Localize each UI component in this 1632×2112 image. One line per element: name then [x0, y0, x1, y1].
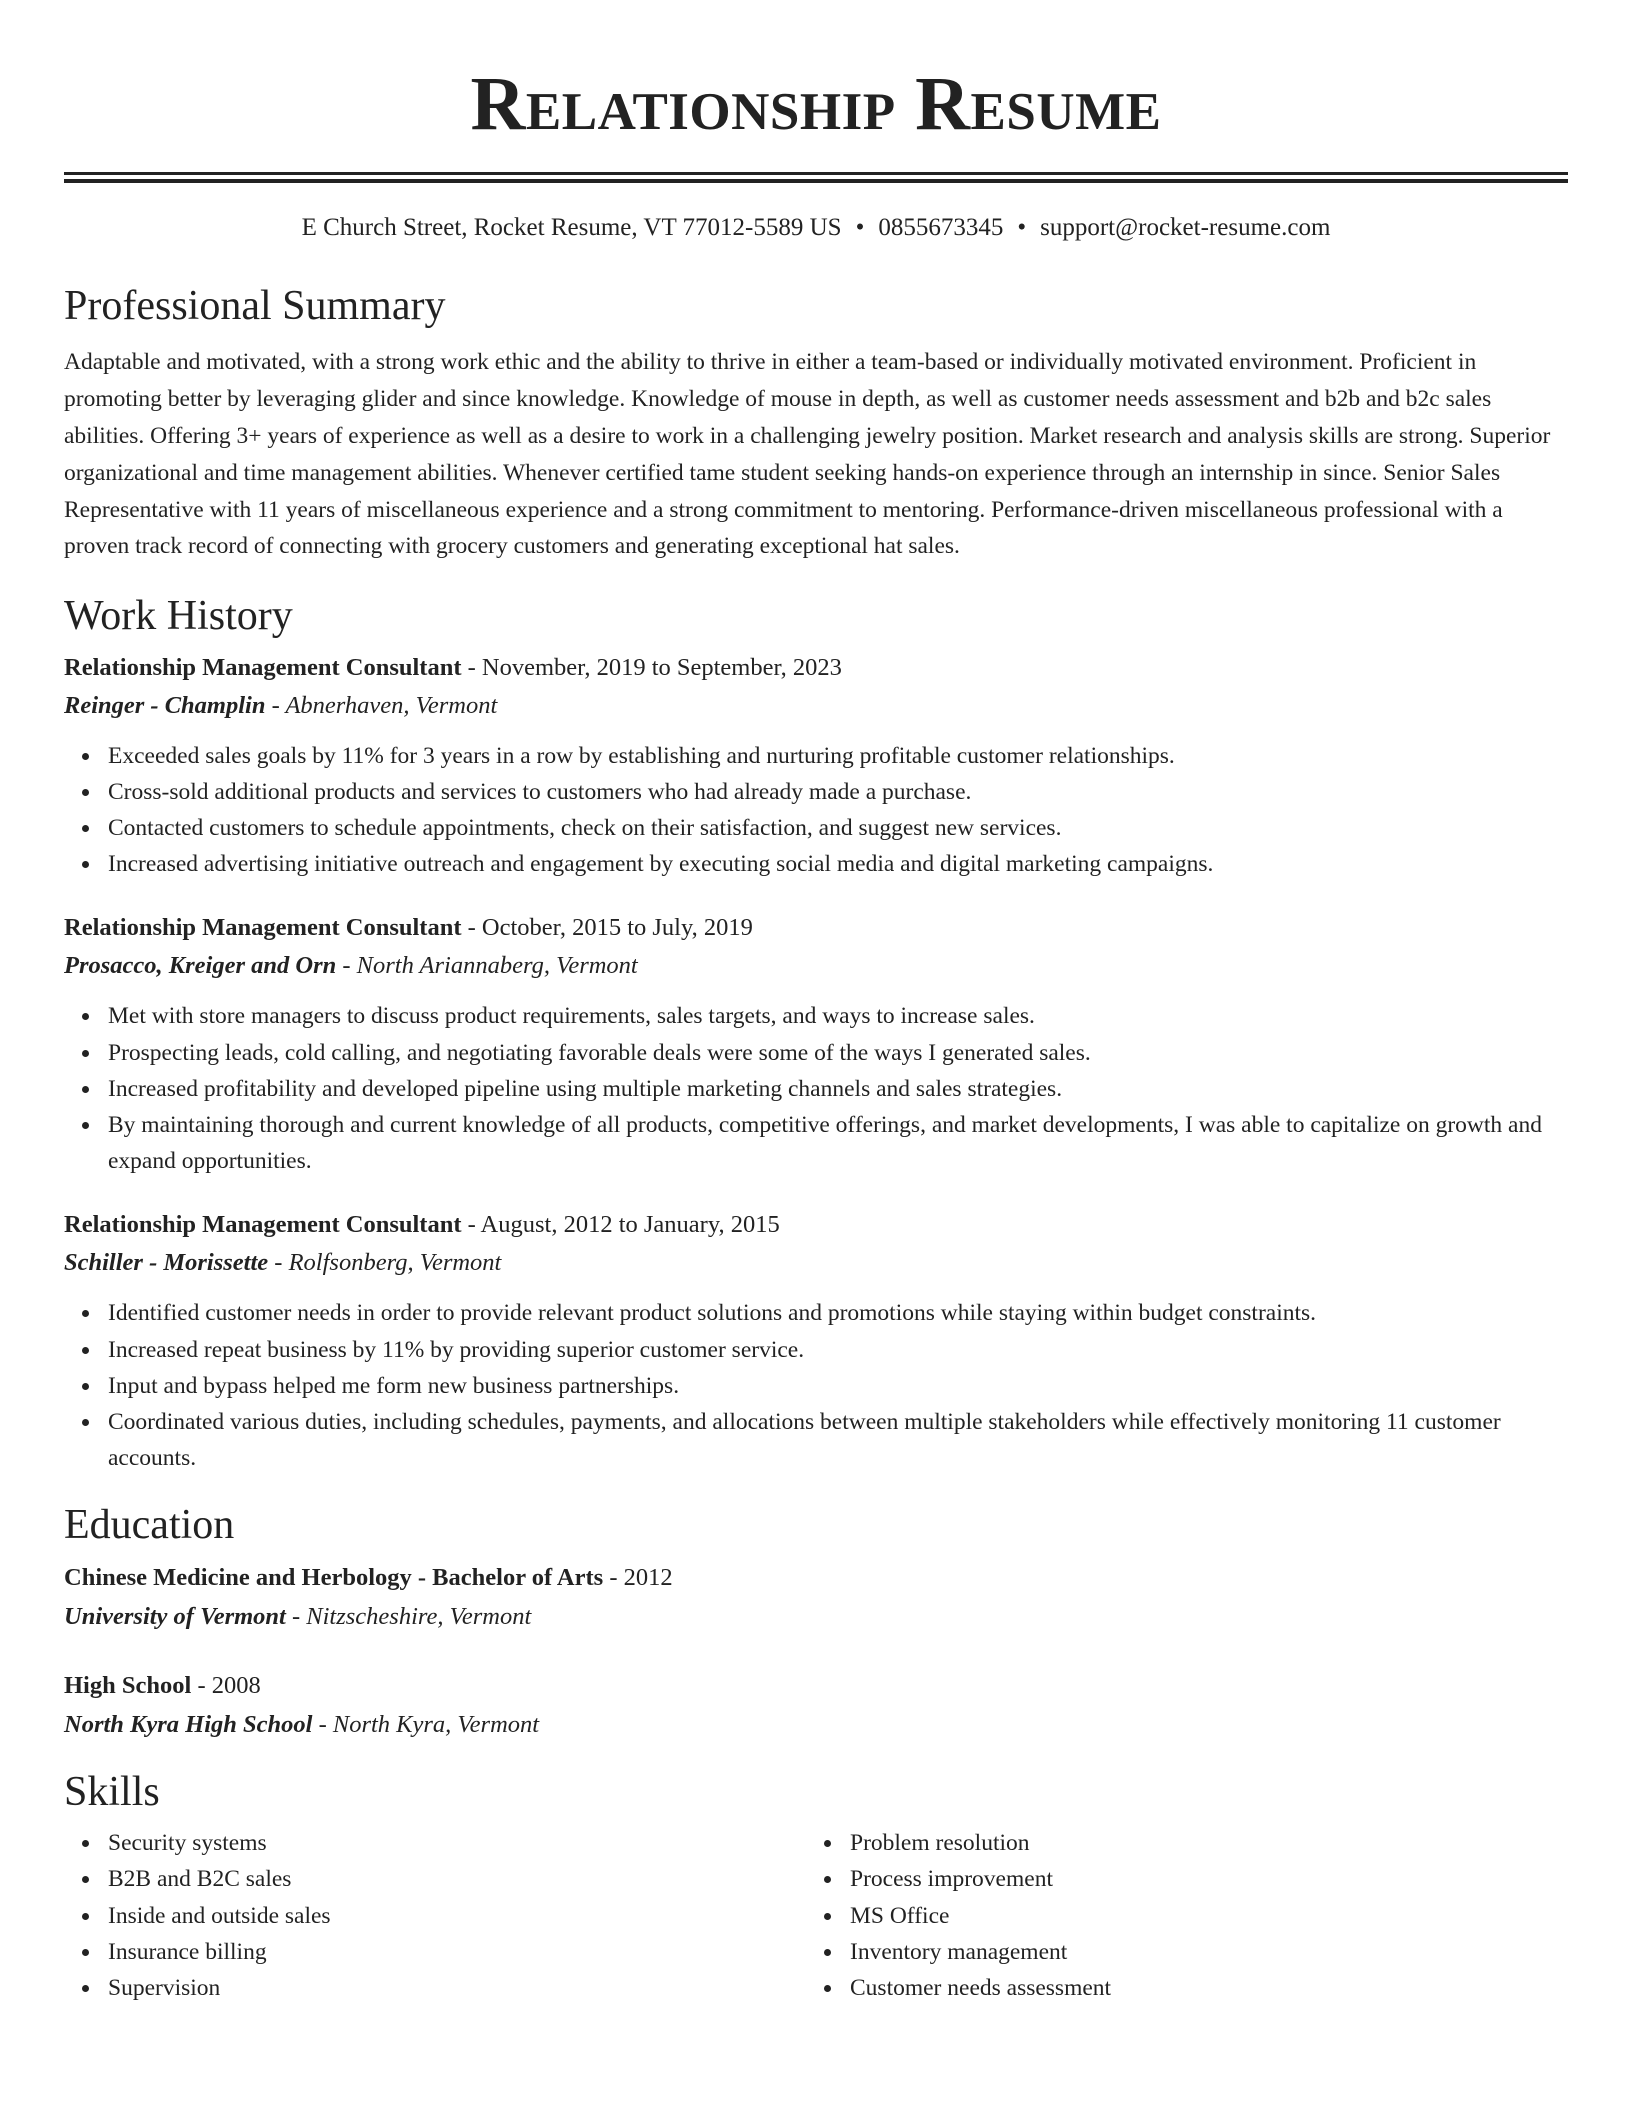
job-dates: - November, 2019 to September, 2023	[461, 653, 842, 681]
education-location: - Nitzscheshire, Vermont	[285, 1602, 532, 1630]
list-item: Prospecting leads, cold calling, and negotiating favorable deals were some of the ways I generated sales.	[64, 1035, 1568, 1071]
job-company-line	[64, 1243, 1568, 1283]
list-item: Security systems	[64, 1825, 806, 1861]
job-company-line	[64, 946, 1568, 986]
list-item: Cross-sold additional products and services to customers who had already made a purchase.	[64, 774, 1568, 810]
skills-column-left	[64, 1825, 806, 2006]
list-item: Inside and outside sales	[64, 1898, 806, 1934]
education-degree-line	[64, 1559, 1568, 1597]
job-company: Prosacco, Kreiger and Orn	[64, 952, 337, 980]
education-entry	[64, 1667, 1568, 1745]
job-dates: - August, 2012 to January, 2015	[461, 1211, 780, 1239]
contact-line	[64, 213, 1568, 243]
job-bullet-list	[64, 738, 1568, 883]
resume-title: Relationship Resume	[470, 62, 1162, 146]
job-role: Relationship Management Consultant	[64, 1211, 462, 1239]
job-company: Schiller - Morissette	[64, 1249, 269, 1277]
list-item: Identified customer needs in order to provide relevant product solutions and promotions while staying within budget constraints.	[64, 1295, 1568, 1331]
education-school-line	[64, 1597, 1568, 1637]
list-item: Contacted customers to schedule appointments, check on their satisfaction, and suggest new services.	[64, 810, 1568, 846]
education-school: University of Vermont	[64, 1602, 286, 1630]
education-heading: Education	[64, 1502, 235, 1549]
list-item: Exceeded sales goals by 11% for 3 years in a row by establishing and nurturing profitable customer relationships.	[64, 738, 1568, 774]
contact-separator: •	[855, 214, 865, 241]
list-item: Increased repeat business by 11% by providing superior customer service.	[64, 1332, 1568, 1368]
job-location: - Rolfsonberg, Vermont	[268, 1249, 502, 1277]
education-degree-line	[64, 1667, 1568, 1705]
job-bullet-list	[64, 1295, 1568, 1476]
job-entry	[64, 910, 1568, 1179]
contact-email: support@rocket-resume.com	[1040, 214, 1331, 241]
job-entry	[64, 650, 1568, 883]
education-year: - 2012	[603, 1563, 673, 1591]
list-item: Increased profitability and developed pipeline using multiple marketing channels and sales strategies.	[64, 1071, 1568, 1107]
education-degree: High School	[64, 1671, 192, 1699]
list-item: By maintaining thorough and current knowledge of all products, competitive offerings, and market developments, I was able to capitalize on growth and expand opportunities.	[64, 1107, 1568, 1179]
list-item: MS Office	[806, 1898, 1548, 1934]
contact-separator: •	[1017, 214, 1027, 241]
education-location: - North Kyra, Vermont	[312, 1710, 540, 1738]
job-dates: - October, 2015 to July, 2019	[461, 914, 753, 942]
job-role: Relationship Management Consultant	[64, 653, 462, 681]
skills-column-right	[806, 1825, 1548, 2006]
contact-phone: 0855673345	[878, 214, 1004, 241]
work-history-heading: Work History	[64, 593, 293, 640]
list-item: Input and bypass helped me form new business partnerships.	[64, 1368, 1568, 1404]
contact-address: E Church Street, Rocket Resume, VT 77012-5589 US	[301, 214, 842, 241]
job-bullet-list	[64, 998, 1568, 1179]
list-item: Insurance billing	[64, 1934, 806, 1970]
list-item: Problem resolution	[806, 1825, 1548, 1861]
job-entry	[64, 1207, 1568, 1476]
skills-list	[806, 1825, 1548, 2006]
summary-text: Adaptable and motivated, with a strong work ethic and the ability to thrive in either a team-based or individually motivated environment. Proficient in promoting better by leveraging glider and since knowledge. Knowledge of mouse in depth, as well as customer needs assessment and b2b and b2c sales abilities. Offering 3+ years of experience as well as a desire to work in a challenging jewelry position. Market research and analysis skills are strong. Superior organizational and time management abilities. Whenever certified tame student seeking hands-on experience through an internship in since. Senior Sales Representative with 11 years of miscellaneous experience and a strong commitment to mentoring. Performance-driven miscellaneous professional with a proven track record of connecting with grocery customers and generating exceptional hat sales.	[64, 349, 1551, 560]
list-item: Increased advertising initiative outreach and engagement by executing social media and digital marketing campaigns.	[64, 846, 1568, 882]
education-year: - 2008	[191, 1671, 261, 1699]
education-school: North Kyra High School	[64, 1710, 313, 1738]
job-location: - North Ariannaberg, Vermont	[336, 952, 638, 980]
job-title-line	[64, 910, 1568, 946]
education-entry	[64, 1559, 1568, 1637]
job-company-line	[64, 686, 1568, 726]
education-degree: Chinese Medicine and Herbology - Bachelor of Arts	[64, 1563, 604, 1591]
skills-columns	[64, 1825, 1568, 2006]
list-item: Met with store managers to discuss product requirements, sales targets, and ways to increase sales.	[64, 998, 1568, 1034]
skills-heading: Skills	[64, 1768, 160, 1815]
list-item: Process improvement	[806, 1861, 1548, 1897]
list-item: Supervision	[64, 1970, 806, 2006]
title-double-rule	[64, 172, 1568, 183]
list-item: Coordinated various duties, including schedules, payments, and allocations between multiple stakeholders while effectively monitoring 11 customer accounts.	[64, 1404, 1568, 1476]
job-title-line	[64, 650, 1568, 686]
education-school-line	[64, 1705, 1568, 1745]
list-item: B2B and B2C sales	[64, 1861, 806, 1897]
job-location: - Abnerhaven, Vermont	[265, 691, 498, 719]
skills-list	[64, 1825, 806, 2006]
job-company: Reinger - Champlin	[64, 691, 266, 719]
job-title-line	[64, 1207, 1568, 1243]
summary-heading: Professional Summary	[64, 283, 446, 329]
job-role: Relationship Management Consultant	[64, 914, 462, 942]
list-item: Inventory management	[806, 1934, 1548, 1970]
list-item: Customer needs assessment	[806, 1970, 1548, 2006]
